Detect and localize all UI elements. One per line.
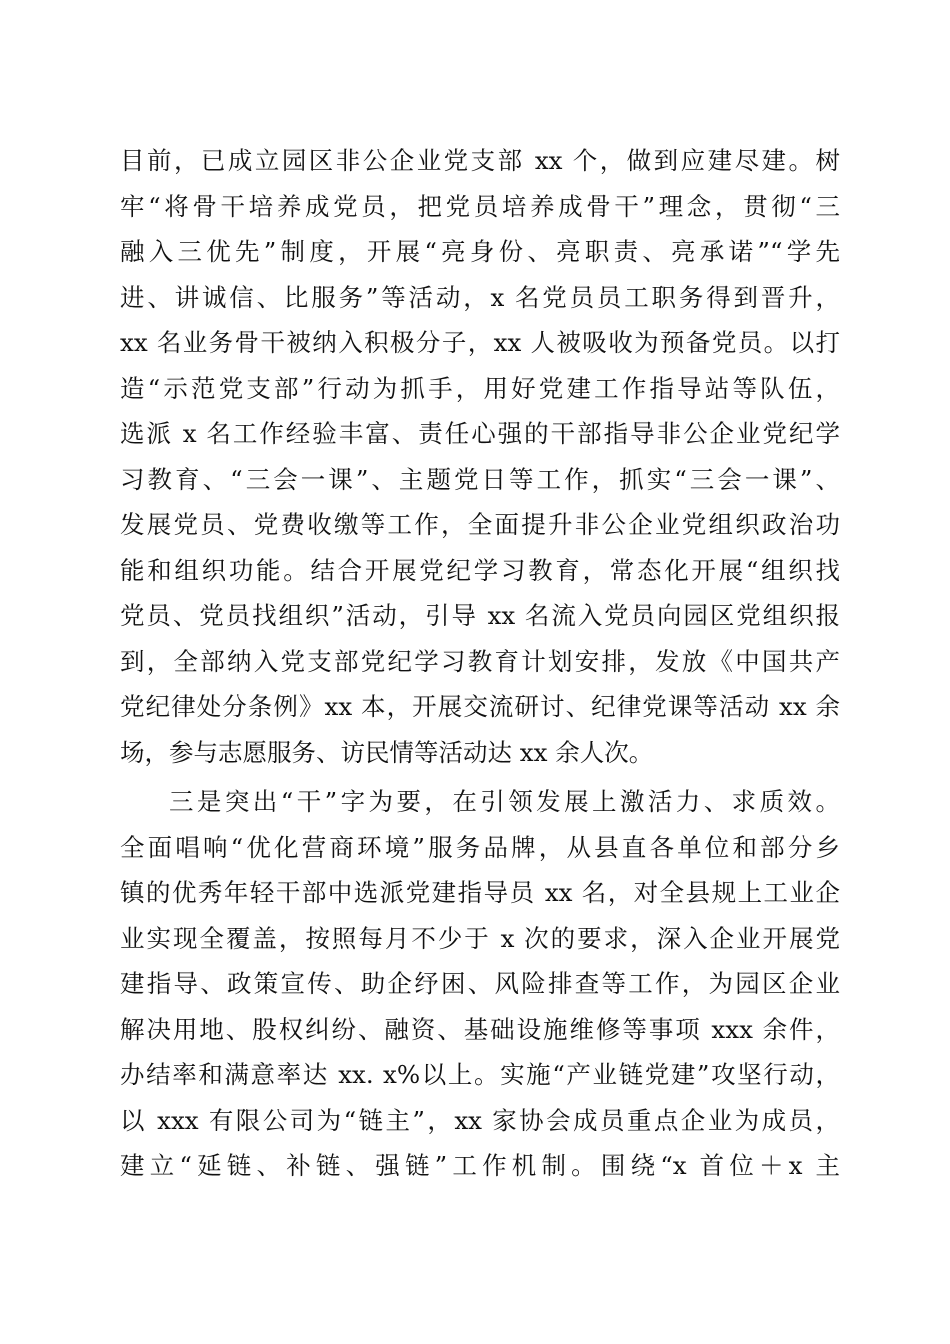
text-line: 全面唱响“优化营商环境”服务品牌，从县直各单位和部分乡 <box>120 832 840 862</box>
text-line: 融入三优先”制度，开展“亮身份、亮职责、亮承诺”“学先 <box>120 237 840 266</box>
body-text <box>120 138 840 1189</box>
paragraph-2 <box>120 779 840 1189</box>
text-line: 发展党员、党费收缴等工作，全面提升非公企业党组织政治功 <box>120 510 840 539</box>
text-line: 党纪律处分条例》xx 本，开展交流研讨、纪律党课等活动 xx 余 <box>120 692 840 721</box>
text-line: xx 名业务骨干被纳入积极分子，xx 人被吸收为预备党员。以打 <box>120 328 840 357</box>
text-line: 习教育、“三会一课”、主题党日等工作，抓实“三会一课”、 <box>120 464 840 494</box>
text-line: 目前，已成立园区非公企业党支部 xx 个，做到应建尽建。树 <box>120 146 840 175</box>
text-line: 以 xxx 有限公司为“链主”，xx 家协会成员重点企业为成员， <box>120 1105 840 1135</box>
text-line: 解决用地、股权纠纷、融资、基础设施维修等事项 xxx 余件， <box>120 1014 840 1044</box>
text-line: 造“示范党支部”行动为抓手，用好党建工作指导站等队伍， <box>120 373 840 403</box>
text-line: 牢“将骨干培养成党员，把党员培养成骨干”理念，贯彻“三 <box>120 191 840 221</box>
text-line: 办结率和满意率达 xx. x%以上。实施“产业链党建”攻坚行动， <box>120 1060 840 1089</box>
text-line: 能和组织功能。结合开展党纪学习教育，常态化开展“组织找 <box>120 555 840 585</box>
text-line: 到，全部纳入党支部党纪学习教育计划安排，发放《中国共产 <box>120 646 840 676</box>
text-line: 场，参与志愿服务、访民情等活动达 xx 余人次。 <box>120 737 654 767</box>
text-line: 选派 x 名工作经验丰富、责任心强的干部指导非公企业党纪学 <box>120 419 840 448</box>
text-line: 建立“延链、补链、强链”工作机制。围绕“x 首位＋x 主 <box>120 1151 840 1180</box>
paragraph-1 <box>120 138 840 775</box>
text-line: 建指导、政策宣传、助企纾困、风险排查等工作，为园区企业 <box>120 969 840 998</box>
text-line: 进、讲诚信、比服务”等活动，x 名党员员工职务得到晋升， <box>120 282 840 312</box>
text-line: 三是突出“干”字为要，在引领发展上激活力、求质效。 <box>169 787 840 816</box>
text-line: 镇的优秀年轻干部中选派党建指导员 xx 名，对全县规上工业企 <box>120 878 840 907</box>
text-line: 业实现全覆盖，按照每月不少于 x 次的要求，深入企业开展党 <box>120 923 840 953</box>
text-line: 党员、党员找组织”活动，引导 xx 名流入党员向园区党组织报 <box>120 601 840 630</box>
